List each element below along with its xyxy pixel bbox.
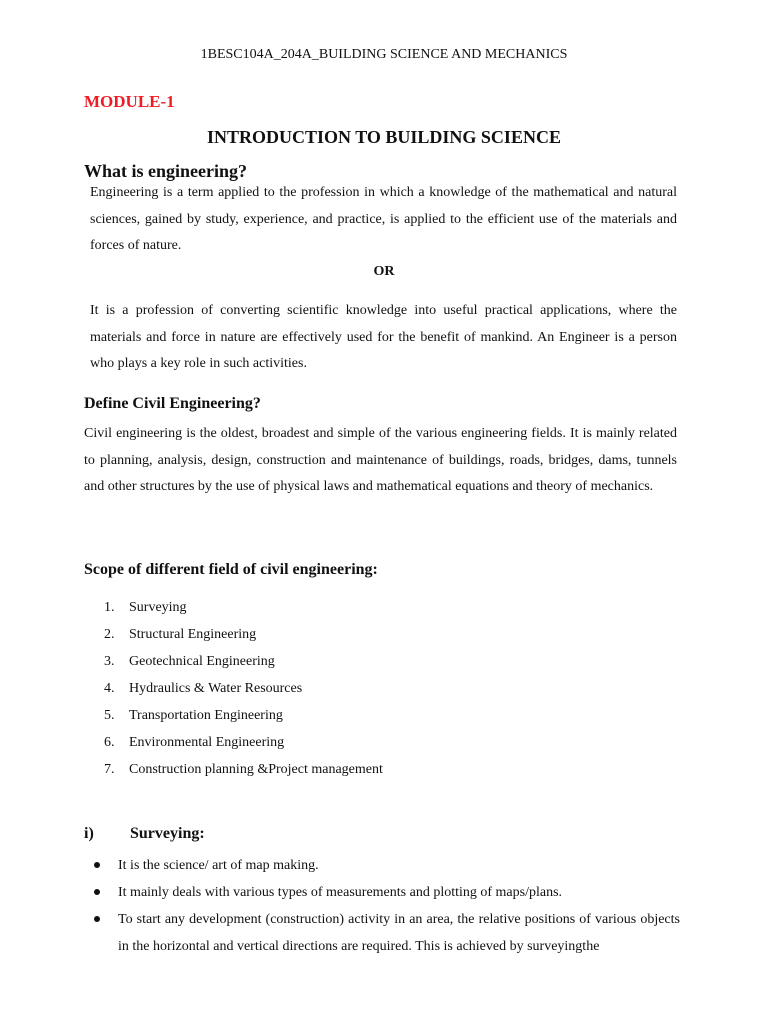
surveying-bullets [92,852,680,960]
scope-item-label: Geotechnical Engineering [129,654,275,669]
bullet-text: It is the science/ art of map making. [118,858,319,873]
list-item: 2. Structural Engineering [104,623,383,650]
civil-engineering-heading: Define Civil Engineering? [84,395,261,412]
engineering-definition-1: Engineering is a term applied to the profession in which a knowledge of the mathematical and natural sciences, gained by study, experience, and practice, is applied to the efficient use of the materials and forces of nature. [90,185,677,253]
list-item: 6. Environmental Engineering [104,731,383,758]
list-item: 7. Construction planning &Project management [104,758,383,785]
bullet-icon [94,862,100,868]
list-item [92,879,680,906]
or-separator: OR [373,264,395,279]
scope-item-label: Surveying [129,600,187,615]
scope-list [104,596,383,785]
list-item [92,906,680,960]
engineering-definition-2: It is a profession of converting scientific knowledge into useful practical applications, where the materials and force in nature are effectively used for the benefit of mankind. An Engineer is a person who plays a key role in such activities. [90,303,677,371]
scope-item-label: Environmental Engineering [129,735,285,750]
module-label: MODULE-1 [84,92,175,111]
list-item: 4. Hydraulics & Water Resources [104,677,383,704]
scope-item-label: Transportation Engineering [129,708,283,723]
section-roman-numeral: i) [84,825,94,842]
bullet-text: It mainly deals with various types of measurements and plotting of maps/plans. [118,885,563,900]
bullet-icon [94,889,100,895]
bullet-text: To start any development (construction) activity in an area, the relative positions of various objects in the horizontal and vertical directions are required. This is achieved by surveyingthe [118,912,680,954]
list-item: 3. Geotechnical Engineering [104,650,383,677]
scope-heading: Scope of different field of civil engineering: [84,561,378,578]
surveying-heading [84,825,205,843]
scope-item-label: Structural Engineering [129,627,257,642]
list-item: 1. Surveying [104,596,383,623]
list-item [92,852,680,879]
surveying-heading-label: Surveying: [130,825,205,842]
scope-item-label: Hydraulics & Water Resources [129,681,303,696]
running-header: 1BESC104A_204A_BUILDING SCIENCE AND MECHANICS [200,47,568,62]
civil-engineering-definition: Civil engineering is the oldest, broadest and simple of the various engineering fields. It is mainly related to planning, analysis, design, construction and maintenance of buildings, roads, bridges, dams, tunnels and other structures by the use of physical laws and mathematical equations and theory of mechanics. [84,426,677,494]
bullet-icon [94,916,100,922]
engineering-heading: What is engineering? [84,161,248,181]
scope-item-label: Construction planning &Project management [129,762,383,777]
page-title: INTRODUCTION TO BUILDING SCIENCE [207,127,561,147]
list-item: 5. Transportation Engineering [104,704,383,731]
